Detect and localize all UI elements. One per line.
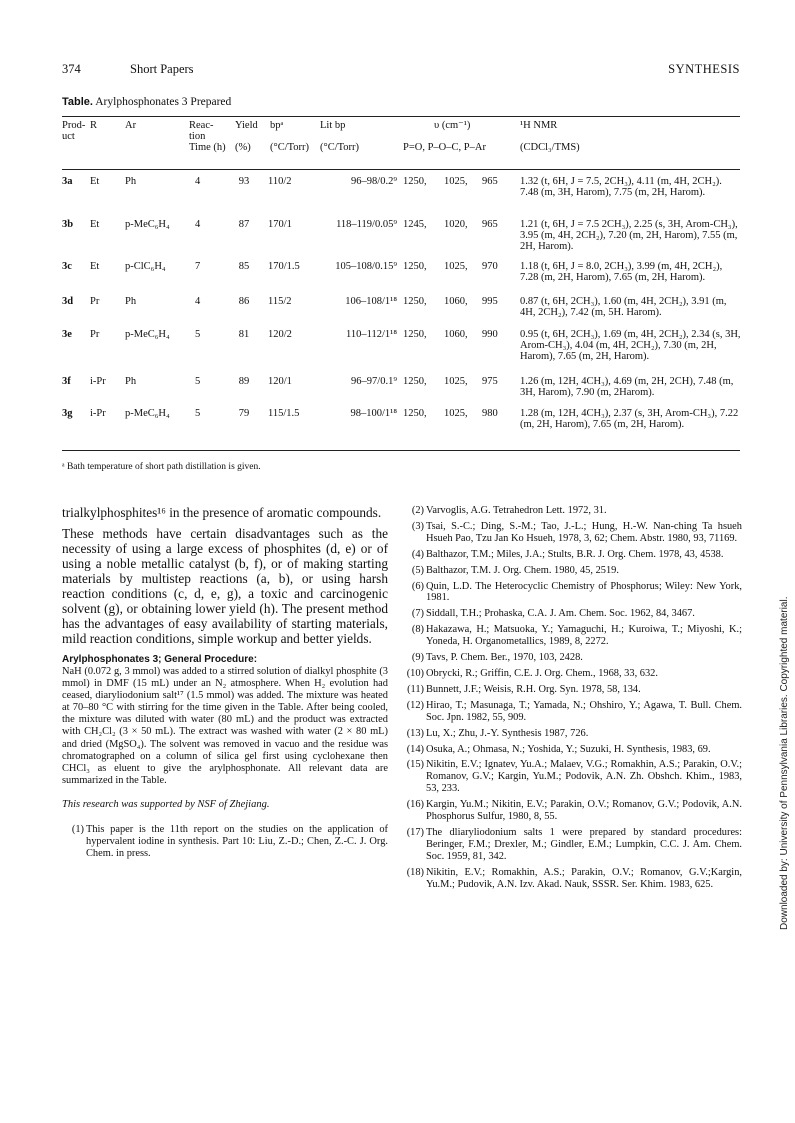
table-cell-lit-bp: 110–112/1¹⁸ [346, 329, 397, 340]
table-cell-r: Pr [90, 296, 100, 307]
table-cell-bp: 170/1.5 [268, 261, 300, 272]
reference-item [402, 684, 742, 696]
journal-name: SYNTHESIS [668, 62, 740, 76]
reference-item [402, 867, 742, 891]
table-cell-ir-po: 1245, [403, 219, 427, 230]
reference-item [402, 799, 742, 823]
reference-number: (8) [411, 624, 424, 636]
reference-item [402, 700, 742, 724]
reference-item [402, 549, 742, 561]
table-cell-ar: Ph [125, 176, 137, 187]
reference-text: Nikitin, E.V.; Romakhin, A.S.; Parakin, O.V.; Romanov, G.V.;Kargin, Yu.M.; Pudovik, A.N. Izv. Akad. Nauk, SSSR. Ser. Khim. 1983, 625. [426, 866, 742, 890]
intro-paragraph-1: trialkylphosphites¹⁶ in the presence of aromatic compounds. [62, 505, 382, 520]
reference-text: Bunnett, J.F.; Weisis, R.H. Org. Syn. 1978, 58, 134. [426, 683, 641, 695]
page-number: 374 [62, 62, 81, 76]
table-cell-ar: p-MeC₆H₄ [125, 329, 170, 340]
table-cell-ir-poc: 1060, [444, 296, 468, 307]
reference-number: (4) [411, 548, 424, 560]
col-header-product: Prod- [62, 120, 86, 131]
table-footnote: ᵃ Bath temperature of short path distillation is given. [62, 462, 261, 472]
table-caption [62, 96, 231, 108]
procedure-text: NaH (0.072 g, 3 mmol) was added to a stirred solution of dialkyl phosphite (3 mmol) in DMF (15 mL) under an N₂ atmosphere. When H₂ evolution had ceased, diaryliodonium salt¹⁷ (1.5 mmol) was added. The mixture was heated at 70–80 °C with stirring for the time given in the Table. After being cooled, the mixture was diluted with water (80 mL) and the product was extracted with CH₂Cl₂ (3 × 50 mL). The extract was washed with water (2 × 80 mL) and dried (MgSO₄). The solvent was removed in vacuo and the residue was chromatographed on a column of silica gel first using cyclohexane then CHCl₃ as eluent to give the arylphosphonate. All relevant data are summarized in the Table. [62, 666, 388, 786]
reference-number: (17) [406, 826, 424, 838]
reference-item [402, 652, 742, 664]
table-cell-product: 3d [62, 296, 74, 307]
table-cell-time: 5 [195, 408, 201, 419]
table-cell-ar: p-ClC₆H₄ [125, 261, 166, 272]
table-caption-text: Arylphosphonates 3 Prepared [95, 96, 232, 108]
table-cell-product: 3g [62, 408, 73, 419]
table-cell-lit-bp: 98–100/1¹⁸ [350, 408, 397, 419]
table-cell-ir-poc: 1060, [444, 329, 468, 340]
intro-paragraph-2: These methods have certain disadvantages such as the necessity of using a large excess of phosphites (d, e) or of using a noble metallic catalyst (b, f), or of making starting materials by multistep reactions (a, b), or using harsh reaction conditions (c, d, e, g), a toxic and carcinogenic solvent (g), or obtaining lower yield (h). The present method has the advantages of easy availability of starting materials, mild reaction conditions, simple workup and better yields. [62, 526, 388, 646]
reference-number: (18) [406, 866, 424, 878]
reference-text: Tavs, P. Chem. Ber., 1970, 103, 2428. [426, 652, 583, 664]
table-cell-time: 7 [195, 261, 201, 272]
table-cell-lit-bp: 118–119/0.05⁹ [336, 219, 397, 230]
table-cell-nmr: 1.26 (m, 12H, 4CH₃), 4.69 (m, 2H, 2CH), 7.48 (m, 3H, Harom), 7.90 (m, 2Harom). [520, 376, 734, 399]
table-cell-ar: Ph [125, 376, 137, 387]
reference-text: Hirao, T.; Masunaga, T.; Yamada, N.; Ohshiro, Y.; Agawa, T. Bull. Chem. Soc. Jpn. 1982, 55, 909. [426, 699, 742, 723]
table-cell-product: 3b [62, 219, 74, 230]
reference-text: The dliaryliodonium salts 1 were prepared by standard procedures: Beringer, F.M.; Drexler, M.; Gindler, E.M.; Lumpkin, C.C. J. Am. Chem. Soc. 1959, 81, 342. [426, 826, 742, 862]
reference-number: (5) [411, 564, 424, 576]
table-cell-ir-po: 1250, [403, 261, 427, 272]
table-cell-yield: 89 [238, 376, 250, 387]
table-cell-product: 3e [62, 329, 72, 340]
reference-text: Nikitin, E.V.; Ignatev, Yu.A.; Malaev, V.G.; Romakhin, A.S.; Parakin, O.V.; Romanov, G.V.; Kargin, Yu.M.; Podovik, A.N. Zh. Obshch. Khim., 1983, 53, 233. [426, 759, 742, 795]
table-cell-bp: 170/1 [268, 219, 292, 230]
table-cell-yield: 85 [238, 261, 250, 272]
reference-text: Varvoglis, A.G. Tetrahedron Lett. 1972, 31. [426, 505, 607, 516]
table-cell-product: 3c [62, 261, 72, 272]
table-cell-lit-bp: 105–108/0.15⁹ [335, 261, 397, 272]
reference-list [402, 505, 742, 894]
col-header-ir-3: P=O, P–O–C, P–Ar [403, 142, 486, 153]
reference-text: Obrycki, R.; Griffin, C.E. J. Org. Chem., 1968, 33, 632. [426, 667, 658, 679]
reference-number: (2) [411, 505, 424, 516]
table-cell-ir-po: 1250, [403, 296, 427, 307]
col-header-time: Reac- [189, 120, 214, 131]
reference-number: (12) [406, 699, 424, 711]
table-cell-nmr: 1.32 (t, 6H, J = 7.5, 2CH₃), 4.11 (m, 4H, 2CH₂). 7.48 (m, 3H, Harom), 7.75 (m, 2H, Harom). [520, 176, 722, 199]
col-header-nmr: ¹H NMR [520, 120, 558, 131]
reference-number: (14) [406, 743, 424, 755]
table-cell-r: Et [90, 261, 100, 272]
table-cell-bp: 115/2 [268, 296, 292, 307]
table-bottom-rule [62, 450, 740, 451]
acknowledgement: This research was supported by NSF of Zhejiang. [62, 798, 270, 810]
table-cell-ir-par: 980 [482, 408, 498, 419]
table-top-rule [62, 116, 740, 117]
reference-number: (9) [411, 652, 424, 664]
table-cell-yield: 86 [238, 296, 250, 307]
reference-number: (10) [406, 667, 424, 679]
table-cell-time: 5 [195, 376, 201, 387]
table-header [62, 120, 740, 166]
table-cell-r: i-Pr [90, 408, 106, 419]
reference-text: Lu, X.; Zhu, J.-Y. Synthesis 1987, 726. [426, 727, 589, 739]
table-cell-bp: 110/2 [268, 176, 292, 187]
table-cell-time: 4 [195, 219, 201, 230]
reference-number: (15) [406, 759, 424, 771]
download-notice: Downloaded by: University of Pennsylvania Libraries. Copyrighted material. [779, 596, 790, 930]
reference-item [402, 668, 742, 680]
table-cell-ir-po: 1250, [403, 176, 427, 187]
reference-text: Tsai, S.-C.; Ding, S.-M.; Tao, J.-L.; Hung, H.-W. Nan-ching Ta hsueh Hsueh Pao, Tzu Jan Ko Hsueh, 1978, 3, 62; Chem. Abstr. 1980, 93, 71169. [426, 520, 742, 544]
table-cell-yield: 81 [238, 329, 250, 340]
reference-number: (1) [71, 823, 84, 835]
table-cell-bp: 120/1 [268, 376, 292, 387]
table-cell-yield: 87 [238, 219, 250, 230]
reference-item [402, 505, 742, 517]
table-cell-ir-poc: 1025, [444, 261, 468, 272]
table-cell-r: Pr [90, 329, 100, 340]
table-cell-ir-po: 1250, [403, 408, 427, 419]
reference-item [402, 581, 742, 605]
reference-item [402, 759, 742, 795]
reference-text: Osuka, A.; Ohmasa, N.; Yoshida, Y.; Suzuki, H. Synthesis, 1983, 69. [426, 743, 711, 755]
table-cell-ir-poc: 1025, [444, 376, 468, 387]
page-header [62, 62, 740, 82]
col-header-lit-bp: Lit bp [320, 120, 346, 131]
table-cell-ir-poc: 1025, [444, 408, 468, 419]
col-header-time-3: Time (h) [189, 142, 226, 153]
col-header-r: R [90, 120, 98, 131]
table-cell-ir-par: 990 [482, 329, 498, 340]
col-header-ir: υ (cm⁻¹) [434, 120, 471, 131]
col-header-bp-3: (°C/Torr) [270, 142, 310, 153]
table-cell-product: 3f [62, 376, 71, 387]
table-cell-yield: 93 [238, 176, 250, 187]
reference-item [62, 824, 388, 860]
table-cell-nmr: 1.18 (t, 6H, J = 8.0, 2CH₃), 3.99 (m, 4H, 2CH₂), 7.28 (m, 2H, Harom), 7.65 (m, 2H, Harom). [520, 261, 723, 284]
reference-text: Hakazawa, H.; Matsuoka, Y.; Yamaguchi, H.; Kuroiwa, T.; Miyoshi, K.; Yoneda, H. Organometallics, 1989, 8, 2272. [426, 624, 742, 648]
reference-text: Balthazor, T.M.; Miles, J.A.; Stults, B.R. J. Org. Chem. 1978, 43, 4538. [426, 548, 724, 560]
col-header-nmr-3: (CDCl₃/TMS) [520, 142, 580, 153]
table-cell-ar: p-MeC₆H₄ [125, 219, 170, 230]
table-cell-r: Et [90, 219, 100, 230]
table-cell-ir-par: 975 [482, 376, 498, 387]
table-cell-nmr: 0.95 (t, 6H, 2CH₃), 1.69 (m, 4H, 2CH₂), 2.34 (s, 3H, Arom-CH₃), 4.04 (m, 4H, 2CH₂), 7.30 (m, 2H, Harom), 7.65 (m, 2H, Harom). [520, 329, 741, 363]
table-cell-ir-po: 1250, [403, 329, 427, 340]
table-cell-r: Et [90, 176, 100, 187]
reference-number: (13) [406, 727, 424, 739]
section-title: Short Papers [130, 62, 194, 76]
table-caption-label: Table. [62, 96, 93, 108]
table-cell-lit-bp: 106–108/1¹⁸ [345, 296, 397, 307]
table-cell-ir-poc: 1025, [444, 176, 468, 187]
col-header-lit-bp-3: (°C/Torr) [320, 142, 360, 153]
reference-item [402, 565, 742, 577]
side-notice [763, 330, 790, 930]
table-cell-ir-po: 1250, [403, 376, 427, 387]
procedure-title: Arylphosphonates 3; General Procedure: [62, 654, 258, 665]
table-cell-nmr: 1.21 (t, 6H, J = 7.5 2CH₃), 2.25 (s, 3H, Arom-CH₃), 3.95 (m, 4H, 2CH₂), 7.20 (m, 2H, Harom), 7.55 (m, 2H, Harom). [520, 219, 738, 253]
reference-text: Quin, L.D. The Heterocyclic Chemistry of Phosphorus; Wiley: New York, 1981. [426, 580, 742, 604]
table-cell-ir-poc: 1020, [444, 219, 468, 230]
reference-text: Kargin, Yu.M.; Nikitin, E.V.; Parakin, O.V.; Romanov, G.V.; Podovik, A.N. Phosphorus Sulfur, 1980, 8, 55. [426, 799, 742, 823]
table-cell-ir-par: 965 [482, 176, 498, 187]
reference-item [402, 624, 742, 648]
reference-number: (3) [411, 520, 424, 532]
table-cell-nmr: 1.28 (m, 12H, 4CH₃), 2.37 (s, 3H, Arom-CH₃), 7.22 (m, 2H, Harom), 7.65 (m, 2H, Harom). [520, 408, 739, 431]
left-column [62, 505, 388, 864]
reference-number: (16) [406, 799, 424, 811]
table-cell-ir-par: 995 [482, 296, 498, 307]
table-cell-time: 5 [195, 329, 201, 340]
table-cell-lit-bp: 96–97/0.1⁹ [351, 376, 397, 387]
reference-number: (11) [407, 683, 424, 695]
col-header-yield-3: (%) [235, 142, 251, 153]
col-header-ar: Ar [125, 120, 137, 131]
col-header-product-2: uct [62, 131, 75, 142]
col-header-bp: bpᵃ [270, 120, 284, 131]
table-cell-yield: 79 [238, 408, 250, 419]
reference-text: This paper is the 11th report on the studies on the application of hypervalent iodine in synthesis. Part 10: Liu, Z.-D.; Chen, Z.-C. J. Org. Chem. in press. [86, 823, 388, 859]
reference-number: (7) [411, 608, 424, 620]
reference-text: Balthazor, T.M. J. Org. Chem. 1980, 45, 2519. [426, 564, 619, 576]
table-cell-r: i-Pr [90, 376, 106, 387]
table-cell-time: 4 [195, 296, 201, 307]
table-cell-ir-par: 965 [482, 219, 498, 230]
table-cell-ar: p-MeC₆H₄ [125, 408, 170, 419]
reference-item [402, 608, 742, 620]
table-header-rule [62, 169, 740, 170]
reference-item [402, 827, 742, 863]
col-header-yield: Yield [235, 120, 258, 131]
table-cell-ir-par: 970 [482, 261, 498, 272]
table-cell-bp: 120/2 [268, 329, 292, 340]
reference-number: (6) [411, 580, 424, 592]
table-cell-product: 3a [62, 176, 73, 187]
reference-item [402, 521, 742, 545]
table-cell-lit-bp: 96–98/0.2⁹ [351, 176, 397, 187]
reference-item [402, 728, 742, 740]
table-cell-nmr: 0.87 (t, 6H, 2CH₃), 1.60 (m, 4H, 2CH₂), 3.91 (m, 4H, 2CH₂), 7.42 (m, 5H. Harom). [520, 296, 727, 319]
reference-text: Siddall, T.H.; Prohaska, C.A. J. Am. Chem. Soc. 1962, 84, 3467. [426, 608, 695, 620]
table-cell-time: 4 [195, 176, 201, 187]
table-cell-ar: Ph [125, 296, 137, 307]
reference-item [402, 744, 742, 756]
table-cell-bp: 115/1.5 [268, 408, 300, 419]
col-header-time-2: tion [189, 131, 206, 142]
